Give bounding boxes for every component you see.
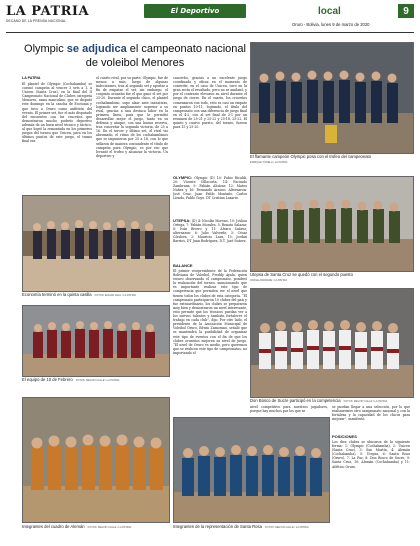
photo-santa-rosa-team [173, 417, 330, 523]
team-photo-image [251, 43, 413, 153]
team-photo-image [23, 196, 169, 291]
photo-aleman-team [22, 397, 170, 523]
caption-text: El flamante campeón Olympic posa con el trofeo del campeonato [250, 154, 372, 159]
olympic-text: Olympic (D) 10: Fabio Ricaldi, 20: Vicente Villacorta, 14: Facundo Zambrana, 9: Fabián Alcázar, 12: Mateo Nuñez y 16: Fernando Arauco. Alternaron: José Cruz, Juan Pablo Montaño, Carlos Liendo, Pablo Goyo. DT Cristian Lazarte. [173, 176, 247, 201]
team-photo-image [23, 306, 169, 376]
article-column-1: El plantel de Olympic (Cochabamba) se coronó campeón al vencer 3 sets a 1, a Unicen (Santa Cruz), en la final del II Campeonato Nacional de Clubes categoría Menores, rama masculina, que se disputó este domingo en la cancha de Ecotonia y que tuvo a Oruro como anfitrión del evento. El primer set, fue el más disputado del encuentro con los cruceños que demostraron mucho poderío deportivo además de un buen nivel técnico y táctico, al que logró la remontada en los primeros juegos del torneo que Unicen, para en los últimos puntos de este juego, el tramo final era [22, 82, 92, 144]
sports-section-badge: El Deportivo [144, 4, 246, 18]
team-photo-image [23, 398, 169, 522]
team-photo-image [251, 177, 413, 271]
photo-utepsa-team [250, 176, 414, 272]
article-column-5: se puedan llegar a una selección, por lo que realizaremos otro campeonato nacional y con la fortaleza y la capacidad de los chicos para mejorar”, manifestó. [332, 405, 410, 422]
newspaper-logo: LA PATRIA [6, 4, 90, 19]
photo-caption-santa-rosa [173, 524, 309, 529]
photo-credit-utepsa [250, 277, 287, 282]
newspaper-tagline: DECANO DE LA PRENSA NACIONAL [6, 19, 67, 23]
caption-text: Utepsa de Santa Cruz se quedó con el segundo puesto [250, 272, 353, 277]
photo-credit: FOTOS: MELVIN CALLE / LA PATRIA [343, 400, 388, 403]
photo-credit: JORGE ANDRADE / LA PATRIA [250, 279, 288, 282]
caption-text: Don Bosco de Sucre participó en la competencia [250, 398, 341, 403]
dateline: Oruro - Bolivia, lunes 9 de marzo de 2020 [292, 22, 370, 27]
photo-olympic-champions [250, 42, 414, 154]
caption-text: Economía terminó en la quinta casilla [22, 292, 92, 297]
photo-caption-10-de-febrero [22, 377, 119, 382]
article-column-4: nivel competitivo para nuestros jugadores, porque hay muchos por los que se [250, 405, 328, 414]
balance-label: BALANCE [173, 263, 193, 268]
headline-post: el campeonato nacional de voleibol Menores [85, 43, 246, 69]
headline-pre: Olympic [24, 43, 67, 55]
masthead [6, 4, 414, 33]
photo-caption-economia [22, 292, 136, 297]
photo-credit: FOTOS: MELVIN CALLE / LA PATRIA [264, 526, 309, 529]
photo-10-de-febrero-team [22, 305, 170, 377]
balance-text: El primer vicepresidente de la Federación Boliviana de Voleibol, Freddy Ayala, quien estuvo observando el campeonato, ponderó la realización del torneo, mencionando que es importante realizar este tipo de competencia que permiten ver el nivel que tienen todos los clubes de esta categoría. “El campeonato participaron 10 clubes del país y fue extraordinario, los clubes se prepararon muy bien y demostraron un nivel interesante, esto permite que los técnicos puedan ver a los nuevos talentos y también fortalecer el trabajo en cada club”, dijo. Por otro lado, el presidente de la Asociación Municipal de Voleibol Oruro, Edwin Zamorano, señaló que se mantendrá la posibilidad de organizar este tipo de eventos con el fin de que los clubes orureños mejoren su nivel de juego. “El nivel de Oruro es medio, pero queremos que se realicen este tipo de campeonatos, no importando el [173, 269, 247, 355]
caption-text: Integrantes del cuadro de Alemán [22, 524, 85, 529]
section-name: local [318, 6, 341, 17]
photo-economia-team [22, 195, 170, 292]
olympic-lineup [173, 176, 247, 218]
headline-highlight: se adjudica [66, 43, 127, 55]
page-number: 9 [398, 4, 414, 18]
utepsa-text: (D) 4: Nicolás Moreno, 10: Joshua Ortega, 7: Fabián Morales, 5: Renato Salazar, 8: Iván Rivero y 11: Álvaro Suárez; alternaron: 6: Julio Valverde, 3: César Córdova, 2: Mauricio Lara, 15: Jordan Barrios, DT Juan Rodríguez, D.T. José Suárez. [173, 219, 247, 244]
photo-credit: FOTOS: MELVIN CALLE / LA PATRIA [87, 526, 132, 529]
positions-label: POSICIONES [332, 434, 357, 439]
caption-text: El equipo de 10 de Febrero [22, 377, 73, 382]
photo-don-bosco-team [250, 288, 414, 398]
article-headline [20, 42, 250, 70]
article-column-3: cancerbo, gracias a un excelente juego coordinado y eficaz en el momento de convertir, en el caso de Unicen, tuvo en la gran recta el resultado, pero no se amilanó, y por el contrario elevaron su nivel durante el juego de cierre. En el cuarto, los cruceños comenzaron con todo, esto es casi un empate en puntos 10-11, logrando, el título del campeonato con una diferencia de juego final en el 4-2, con al set final de 3-1 por un resumen de 25-21 y 25-22 y 25-18, 25-22. El quinto y cuarto puesto, del torneo, fueron para 15 y 25-20. [173, 76, 247, 130]
article-column-2: el cuarto rival, por su parte, Olympic, fue de menos a más, luego de algunas indecisiones, tras al segundo set y aportar a fin de empatar el set, sin embargo, el conjunto oruneño fue el que ganó el set por 25-20. Durante el segundo chico, el plantel cochabambino, supo alzar ante iniciativas, logrando ser ampliamente superior a su rival, gracias a una destaca labor en la primera línea, para que le permitió desarrollar mejor el juego, tanto en su defensa y ataque, con una buena reserva, tras concretar la segunda victoria, de 25 a 16. En el tercer y último set, el rival vio abrumado, el ritmo de los cochabambinos que se impusieron por 25 a 18, con lo que sellaron de manera contundente el título de campeón para Olympic, es por eso que levantó el trofeo y alcanzar la victoria. Un deportivo y [96, 76, 168, 158]
team-photo-image [174, 418, 329, 522]
photo-caption-don-bosco [250, 398, 387, 403]
olympic-label: OLYMPIC: [173, 176, 193, 180]
caption-text: Integrantes de la representación de Santa Rosa [173, 524, 262, 529]
article-byline: LA PATRIA [22, 76, 41, 80]
team-photo-image [251, 289, 413, 397]
positions-text: Los diez clubes se ubicaron de la siguiente forma: 1: Olympic (Cochabamba), 2: Unicen (Santa Cruz), 3: San Martín, 4: Alemán (Cochabamba), 5: Utepsa, 6: Santa Rosa (Oruro), 7: La Paz, 8: Don Bosco de Sucre, 9: Santa Cruz, 10: Alemán (Cochabamba) y 11: Atlético Oruro. [332, 440, 410, 469]
photo-credit: ENRIQUE TUDELA / LA PATRIA [250, 161, 288, 164]
utepsa-lineup [173, 219, 247, 259]
photo-credit-olympic [250, 159, 287, 164]
utepsa-label: UTEPSA: [173, 219, 191, 223]
photo-credit: FOTOS: MELVIN CALLE / LA PATRIA [75, 379, 120, 382]
photo-caption-aleman [22, 524, 131, 529]
photo-credit: FOTOS: EDGAR LEAL / LA PATRIA [94, 294, 137, 297]
